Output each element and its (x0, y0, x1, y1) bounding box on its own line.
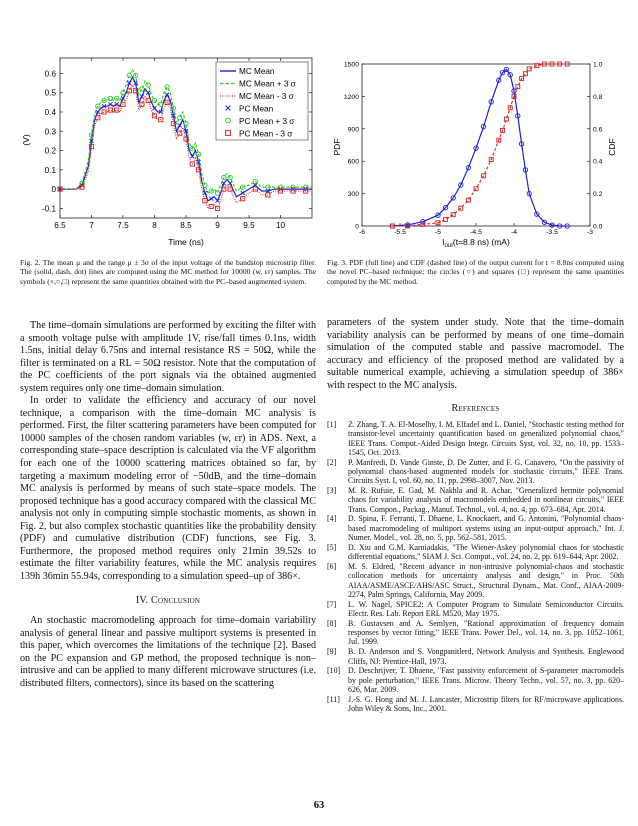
x-tick-label: 6.5 (54, 221, 66, 230)
x-tick-label: -4 (510, 229, 518, 236)
section-heading-conclusion: IV. Conclusion (135, 595, 201, 607)
figure-3-chart (328, 52, 624, 252)
figure-3-xlabel: $I_{out}(t=8.8$ ns) (mA) (442, 237, 510, 249)
y-tick-label-left: 1200 (343, 93, 359, 101)
body-paragraph: The time–domain simulations are performed by exciting the filter with a smooth voltage pulse with amplitude 1V, rise/fall times 0.1ns, width 1.5ns, initial delay 6.75ns and internal resistance RS = 50Ω, while the filter is terminated on a RL = 50Ω resistor. Note that the computation of the PC coefficients of the port signals via the obtained augmented system requires only one time–domain simulation. (20, 320, 316, 394)
reference-item (327, 514, 624, 542)
x-tick-label: 9 (215, 221, 220, 230)
x-tick-label: -3.5 (546, 229, 558, 236)
reference-text: D. Xiu and G.M. Karniadakis, "The Wiener-Askey polynomial chaos for stochastic differential equations," SIAM J. Sci. Comput., vol. 24, no. 2, pp. 619–644, Apr. 2002. (348, 542, 624, 562)
body-paragraph: An stochastic macromodeling approach for time–domain variability analysis of general linear and passive multiport systems is presented in this paper, which overcomes the limitations of the technique [2]. Based on the PC expansion and GP method, the proposed technique is non–intrusive and can be applied to many different microwave structures (i.e. distributed filters, connectors), since its based on the scattering (20, 615, 316, 689)
y-tick-label: 0.3 (44, 127, 56, 137)
y-tick-label-right: 0.8 (593, 93, 603, 101)
x-tick-label: -5 (434, 229, 442, 236)
x-tick-label: 7.5 (117, 221, 129, 230)
reference-item (327, 619, 624, 647)
reference-text: M. R. Rufuie, E. Gad, M. Nakhla and R. Achar, "Generalized hermite polynomial chaos for variability analysis of macromodels embedded in nonlinear circuits," IEEE Trans. Compon., Packag., Manuf. Technol., vol. 4, no. 4, pp. 673–684, Apr. 2014. (348, 486, 624, 514)
y-tick-label-right: 1.0 (593, 61, 603, 69)
reference-number: [10] (327, 666, 341, 676)
figure-3-plot-area (362, 64, 590, 226)
reference-number: [11] (327, 694, 340, 704)
right-column (327, 317, 624, 714)
figure-3 (328, 52, 624, 252)
y-tick-label-left: 600 (347, 158, 359, 166)
figure-2-caption (20, 258, 316, 286)
reference-item (327, 486, 624, 514)
section-heading-references: References (451, 403, 500, 415)
reference-text: B. Gustavsen and A. Semlyen, "Rational approximation of frequency domain responses by vector fitting," IEEE Trans. Power Del., vol. 14, no. 3, pp. 1052–1061, Jul. 1999. (348, 618, 624, 647)
figure-2-caption-label: Fig. 2. (20, 258, 41, 267)
figure-3-caption-label: Fig. 3. (327, 258, 347, 267)
figure-2-xlabel: Time (ns) (168, 237, 204, 247)
reference-number: [6] (327, 561, 337, 571)
reference-text: Z. Zhang, T. A. El-Moselhy, I. M. Elfadel and L. Daniel, "Stochastic testing method for transistor-level uncertainty quantification based on generalized polynomial chaos," IEEE Trans. Comput.-Aided Design Integr. Circuits Syst, vol. 32, no. 10, pp. 1533–1545, Oct. 2013. (348, 419, 624, 457)
y-tick-label: 0.6 (44, 69, 56, 79)
x-tick-label: -5.5 (394, 229, 406, 236)
legend-pc-mean: PC Mean (239, 104, 274, 114)
page-number: 63 (313, 800, 325, 811)
legend-mc-minus: MC Mean - 3 σ (239, 92, 294, 101)
y-tick-label-right: 0.2 (593, 191, 603, 199)
figure-2 (20, 52, 318, 252)
y-tick-label-right: 0.6 (593, 126, 603, 134)
figure-2-caption-text: The mean μ and the range μ ± 3σ of the input voltage of the bandstop microstrip filter. The (solid, dash, dot) lines are computed using the MC method for 10000 (w, εr) samples. The symbols (×,○,□) represent the same quantities obtained with the PC–based augmented system. (20, 258, 316, 286)
x-tick-label: 8.5 (180, 221, 192, 230)
y-tick-label: 0 (51, 185, 56, 195)
y-tick-label: 0.5 (44, 88, 56, 98)
x-tick-label: 10 (275, 221, 286, 230)
x-tick-label: -6 (358, 229, 366, 236)
y-tick-label-left: 300 (347, 191, 359, 199)
reference-text: J.-S. G. Hong and M. J. Lancaster, Microstrip filters for RF/microwave applications. John Wiley & Sons, Inc., 2001. (348, 694, 624, 714)
reference-item (327, 647, 624, 666)
y-tick-label-left: 1500 (343, 61, 359, 69)
reference-number: [5] (327, 542, 337, 552)
reference-item (327, 695, 624, 714)
y-tick-label: -0.1 (41, 204, 56, 214)
figure-3-ylabel-left: PDF (332, 138, 342, 156)
reference-text: D. Deschrijver, T. Dhaene, "Fast passivity enforcement of S-parameter macromodels by pole perturbation," IEEE Trans. Microw. Theory Techn., vol. 57, no. 3, pp. 620–626, Mar. 2009. (348, 666, 624, 694)
reference-item (327, 458, 624, 486)
y-tick-label-right: 0.4 (593, 158, 603, 166)
figure-2-chart (20, 52, 318, 252)
figure-3-ylabel-right: CDF (607, 138, 617, 156)
reference-list (327, 420, 624, 714)
reference-number: [2] (327, 457, 337, 467)
legend-pc-minus: PC Mean - 3 σ (239, 129, 293, 139)
legend-mc-mean: MC Mean (239, 67, 275, 76)
left-column (20, 320, 316, 690)
x-tick-label: 7 (89, 221, 94, 230)
y-tick-label: 0.1 (44, 165, 56, 175)
figure-3-caption (327, 258, 624, 286)
reference-item (327, 562, 624, 599)
figure-2-ylabel: (V) (21, 134, 31, 146)
reference-number: [3] (327, 486, 337, 496)
reference-text: P. Manfredi, D. Vande Ginste, D. De Zutter, and F. G. Canavero, "On the passivity of polynomial chaos-based augmented models for stochastic circuits," IEEE Trans. Circuits Syst. I, vol. 60, no. 11, pp. 2998–3007, Nov. 2013. (348, 457, 624, 486)
y-tick-label-left: 0 (355, 223, 359, 231)
reference-number: [1] (327, 419, 337, 429)
reference-number: [8] (327, 618, 337, 628)
legend-pc-plus: PC Mean + 3 σ (239, 117, 295, 126)
y-tick-label-right: 0.0 (593, 223, 603, 231)
body-paragraph: parameters of the system under study. Note that the time–domain variability analysis can be performed by means of one time–domain simulation of the computed stable and passive macromodel. The accuracy and efficiency of the proposed method are validated by a suitable numerical example, achieving a simulation speedup of 386× with respect to the MC analysis. (327, 317, 624, 391)
reference-text: M. S. Eldred, "Recent advance in non-intrusive polynomial-chaos and stochastic collocation methods for uncertainty analysis and design," in Proc. 50th AIAA/ASME/ASCE/AHS/ASC Struct., Structural Dynam., Mat. Conf., AIAA-2009-2274, Palm Springs, California, May 2009. (348, 561, 624, 599)
reference-item (327, 543, 624, 562)
reference-item (327, 666, 624, 694)
reference-text: L. W. Nagel, SPICE2: A Computer Program to Simulate Semiconductor Circuits. Electr. Res. Lab. Report ERL M520, May 1975. (348, 599, 624, 619)
figure-2-legend (216, 62, 308, 140)
legend-mc-plus: MC Mean + 3 σ (239, 79, 296, 89)
x-tick-label: -3 (586, 229, 594, 236)
x-tick-label: -4.5 (470, 229, 482, 236)
figure-3-caption-text: PDF (full line) and CDF (dashed line) of the output current for t = 8.8ns computed using the novel PC–based technique; the circles (○) and squares (□) represent the same quantities computed by the MC method. (327, 258, 624, 286)
body-paragraph: In order to validate the efficiency and accuracy of our novel technique, a comparison with the time–domain MC analysis is performed. First, the filter scattering parameters have been computed for 10000 samples of the chosen random variables (w, εr) in ADS. Next, a corresponding state–space description is calculated via the VF algorithm for each one of the 10000 scattering matrices obtained so far, by targeting a maximum modeling error of −50dB, and the time–domain MC analysis is performed by means of such state–space models. The proposed technique has a good accuracy compared with the classical MC analysis not only in computing simple stochastic moments, as shown in Fig. 2, but also complex stochastic quantities like the probability density (PDF) and cumulative distribution (CDF) functions, see Fig. 3. Furthermore, the proposed method requires only 21min 39.52s to estimate the filter variability features, while the MC analysis requires 139h 36min 55.94s, corresponding to a simulation speed–up of 386×. (20, 395, 316, 582)
reference-number: [7] (327, 599, 337, 609)
reference-text: D. Spina, F. Ferranti, T. Dhaene, L. Knockaert, and G. Antonini, "Polynomial chaos-based macromodeling of multiport systems using an input-output approach," Int. J. Numer. Model., vol. 28, no. 5, pp. 562–581, 2015. (348, 514, 624, 543)
reference-number: [4] (327, 514, 337, 524)
reference-text: B. D. Anderson and S. Vongpanitlerd, Network Analysis and Synthesis. Englewood Cliffs, NJ: Prentice-Hall, 1973. (348, 647, 624, 666)
x-tick-label: 8 (152, 221, 157, 230)
reference-item (327, 600, 624, 619)
x-tick-label: 9.5 (243, 221, 255, 230)
y-tick-label-left: 900 (347, 126, 359, 134)
reference-number: [9] (327, 647, 337, 657)
y-tick-label: 0.4 (44, 107, 56, 117)
y-tick-label: 0.2 (44, 146, 56, 156)
reference-item (327, 420, 624, 457)
